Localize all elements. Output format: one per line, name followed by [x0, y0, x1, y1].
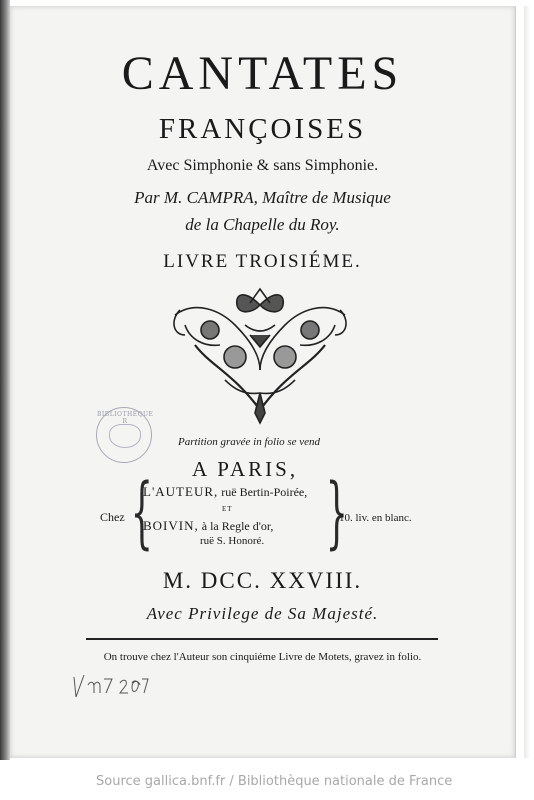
handwritten-shelfmark-icon: [70, 671, 150, 701]
address-auteur-name: L'AUTEUR,: [143, 484, 219, 499]
book-number: LIVRE TROISIÉME.: [163, 251, 362, 272]
sale-line: Partition gravée in folio se vend: [178, 436, 321, 448]
source-credit: Source gallica.bnf.fr / Bibliothèque nationale de France: [96, 774, 453, 789]
address-boivin-name: BOIVIN,: [143, 518, 199, 533]
address-boivin-street: à la Regle d'or,: [198, 519, 274, 533]
left-brace-icon: {: [130, 468, 153, 558]
publication-year: M. DCC. XXVIII.: [162, 568, 363, 593]
page-edge: [524, 6, 530, 758]
library-stamp-icon: [96, 407, 152, 463]
divider-rule: [86, 638, 438, 640]
city-line: A PARIS,: [192, 457, 299, 481]
page-title: CANTATES: [121, 47, 404, 100]
footnote-line: On trouve chez l'Auteur son cinquiéme Livre de Motets, gravez in folio.: [103, 651, 422, 663]
subtitle-simphonie: Avec Simphonie & sans Simphonie.: [146, 157, 379, 174]
floral-ornament-icon: [165, 285, 355, 425]
et-label: ET: [222, 505, 233, 513]
author-line-2: de la Chapelle du Roy.: [185, 215, 340, 234]
privilege-line: Avec Privilege de Sa Majesté.: [146, 604, 379, 623]
right-brace-icon: }: [325, 468, 348, 558]
address-auteur-street: ruë Bertin-Poirée,: [218, 485, 308, 499]
stamp-text: BIBLIOTHÈQUE R: [97, 411, 154, 425]
page-subtitle: FRANÇOISES: [158, 113, 367, 145]
address-boivin: [143, 518, 273, 534]
book-spine: [0, 0, 10, 760]
author-line: Par M. CAMPRA, Maître de Musique: [134, 188, 391, 207]
stamp-crest: [109, 424, 141, 448]
price-label: 10. liv. en blanc.: [339, 512, 412, 524]
address-auteur: [143, 484, 307, 500]
chez-label: Chez: [100, 510, 125, 524]
address-boivin-street-2: ruë S. Honoré.: [200, 535, 265, 547]
